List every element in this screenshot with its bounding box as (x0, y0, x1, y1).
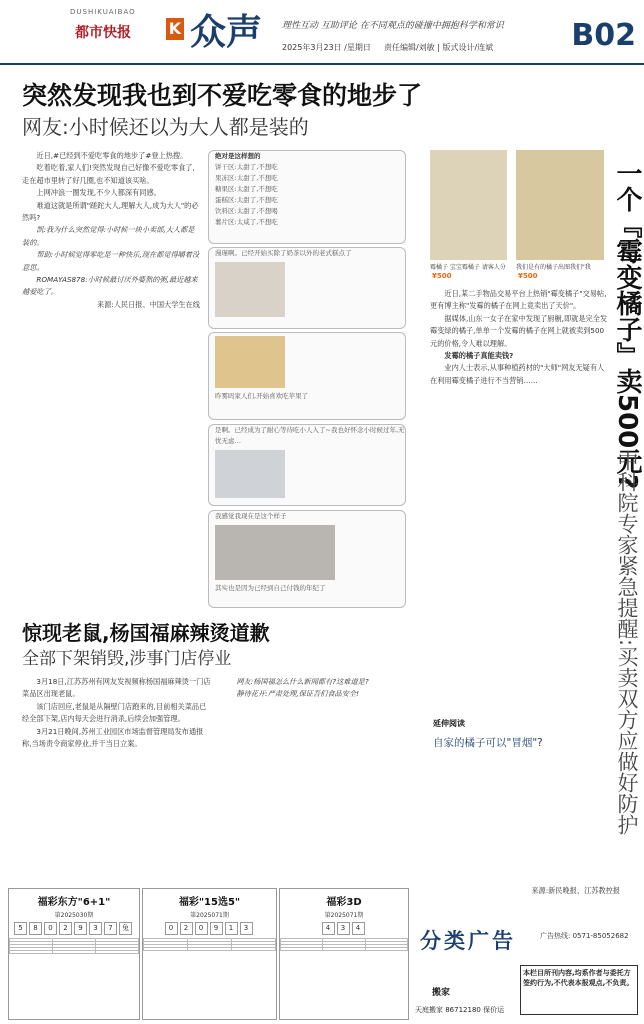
chat-row: 糖果区:太甜了,不想吃 (215, 185, 278, 193)
extended-reading-label: 延伸阅读 (433, 719, 465, 728)
story2-para: 3月21日晚间,苏州工业园区市场监督管理局发布通报称,当场责令商家停业,并干当日立案。 (22, 726, 204, 749)
lottery-digit: 2 (59, 922, 72, 935)
lottery-title: 福彩3D (326, 897, 362, 908)
story1-body (22, 150, 200, 605)
lottery-prize-table (143, 938, 276, 951)
story1-para: 上网冲浪一圈发现,不少人都深有同感。 (36, 188, 161, 198)
post-screenshot (208, 424, 406, 506)
slogan: 理性互动 互助评论 在不同观点的碰撞中拥抱科学和常识 (282, 21, 504, 31)
post-text: 我感觉我现在是这个样子 (215, 512, 287, 520)
listing-price: ¥500 (432, 272, 452, 280)
story3-para: 近日,某二手物品交易平台上热销"霉变橘子"交易帖,更有博主称"发霉的橘子在网上竟卖出了天价"。 (430, 289, 607, 311)
section-name: 众声 (190, 11, 263, 53)
publication-info (282, 42, 493, 53)
issue-date: 2025年3月23日 /星期日 (282, 43, 371, 52)
lottery-box (142, 888, 277, 1020)
story3-body (430, 288, 608, 708)
moldy-orange-photo (430, 150, 507, 260)
lottery-digit: 0 (44, 922, 57, 935)
lottery-digit: 兔 (119, 922, 132, 935)
room-photo (215, 450, 285, 498)
story1-subhead: 网友:小时候还以为大人都是装的 (22, 115, 309, 139)
post-screenshot (208, 247, 406, 329)
ad-hotline: 广告热线: 0571-85052682 (540, 932, 629, 940)
lottery-prize-table (9, 938, 139, 954)
classified-ads-title: 分类广告 (420, 929, 516, 953)
story2-body-left (22, 676, 212, 876)
editors: 责任编辑/刘敏 | 版式设计/连斌 (383, 43, 494, 52)
story2-para: 该门店回应,老鼠是从隔壁门店跑来的,目前相关菜品已经全部下架,店内每天会进行消杀,后续会加强管理。 (22, 701, 207, 724)
story1-comment: 帮助:小时候觉得零吃是一种快乐,现在都觉得嚼着没意思。 (22, 250, 200, 272)
lottery-digit: 4 (352, 922, 365, 935)
story1-para: 近日,#已经到不爱吃零食的地步了#登上热搜。 (36, 151, 188, 160)
post-text: 是啊。已经成为了耐心等待吃小人入了~我也好怀念小时候过年,无忧无虑… (215, 426, 405, 445)
post-screenshot (208, 510, 406, 608)
lottery-issue: 第2025071期 (324, 912, 364, 919)
lottery-digit: 7 (104, 922, 117, 935)
story1-headline: 突然发现我也到不爱吃零食的地步了 (22, 81, 423, 110)
cartoon-image (215, 525, 335, 580)
lottery-box (8, 888, 140, 1020)
lottery-digit: 5 (14, 922, 27, 935)
story2-comment: 静待花开:严肃处理,保证吾们食品安全! (236, 689, 359, 699)
story2-para: 3月18日,江苏苏州有网友发视频称杨国福麻辣烫一门店菜品区出现老鼠。 (22, 677, 211, 699)
lottery-title: 福彩"15选5" (178, 897, 241, 908)
cake-photo (215, 262, 285, 317)
post-text: 其实也是因为已经到自己付钱的年纪了 (215, 584, 326, 592)
lottery-numbers (280, 922, 408, 935)
story3-para: 业内人士表示,从事种植药材的"大师"网友无疑有人在利用霉变橘子进行不当营销…… (430, 363, 605, 385)
lottery-title: 福彩东方"6+1" (37, 897, 111, 908)
chat-row: 薯片区:太咸了,不想吃 (215, 218, 278, 226)
chat-row: 蛋糕区:太甜了,不想吃 (215, 196, 278, 204)
lottery-digit: 2 (180, 922, 193, 935)
lottery-digit: 3 (89, 922, 102, 935)
lottery-box (279, 888, 409, 1020)
masthead-divider (0, 63, 644, 65)
chat-screenshot (208, 150, 406, 244)
lottery-digit: 3 (337, 922, 350, 935)
story3-vertical-headline: 一个『霉变橘子』卖500元? (612, 160, 642, 490)
newspaper-brand: 都市快报 (75, 25, 131, 41)
chat-row: 饮料区:太甜了,不想喝 (215, 207, 278, 215)
lottery-digit: 9 (210, 922, 223, 935)
post-screenshot (208, 332, 406, 420)
lottery-digit: 0 (165, 922, 178, 935)
listing-caption: 霉橘子 宝宝霉橘子 请客人分 (430, 264, 506, 271)
story1-para: 吃着吃着,家人们!突然发现自己好像不爱吃零食了,走在超市里转了好几圈,也不知道该买啥。 (22, 163, 195, 185)
story1-comment: 凯:我为什么突然觉得:小时候一块小卖部,大人都是装的。 (22, 225, 195, 247)
listing-caption: 我们是有的橘子出图我们"我 (516, 264, 591, 271)
story2-body-right (222, 676, 407, 876)
story2-comment: 网友:杨国福怎么什么新闻都有?这难道是? (236, 677, 369, 686)
chat-row: 饼干区:太甜了,不想吃 (215, 163, 278, 171)
ad-disclaimer: 本栏目所刊内容,均系作者与委托方签约行为,不代表本报观点,不负责。 (520, 965, 638, 1015)
story3-para: 发霉的橘子真能卖钱? (444, 351, 514, 361)
extended-reading-title: 自家的橘子可以"冒烟"? (433, 737, 543, 749)
lottery-digit: 4 (322, 922, 335, 935)
lottery-digit: 8 (29, 922, 42, 935)
moving-ad-title: 搬家 (432, 988, 451, 998)
post-text: 昨雾吗家人们,开始喜欢吃苹果了 (215, 392, 309, 400)
moldy-orange-photo (516, 150, 604, 260)
story2-subhead: 全部下架销毁,涉事门店停业 (22, 649, 232, 669)
story1-comment: ROMAYAS878:小时候最讨厌外婆熬的粥,最近越来越爱吃了。 (22, 275, 198, 297)
lottery-digit: 3 (240, 922, 253, 935)
story3-vertical-subhead: 中科院专家紧急提醒:买卖双方应做好防护 (615, 450, 639, 836)
listing-price: ¥500 (518, 272, 538, 280)
lottery-issue: 第2025071期 (190, 912, 229, 919)
page-number: B02 (571, 18, 636, 53)
lottery-digit: 0 (195, 922, 208, 935)
moving-ad-detail: 天庭搬家 86712180 保价运 (415, 1006, 505, 1014)
masthead-pinyin: DUSHIKUAIBAO (70, 8, 136, 16)
post-text: 漫瑾啊。已经开始买除了奶茶以外的老式糕点了 (215, 249, 352, 257)
lottery-numbers (9, 922, 139, 935)
k-logo-icon: K (166, 18, 184, 40)
chat-title: 绝对是这样想的 (215, 152, 261, 160)
lottery-digit: 9 (74, 922, 87, 935)
lottery-prize-table (280, 938, 408, 951)
lottery-numbers (143, 922, 276, 935)
story3-source: 来源:新民晚报、江苏教控报 (531, 886, 620, 895)
story1-source: 来源:人民日报、中国大学生在线 (96, 299, 200, 309)
story3-para: 据媒体,山东一女子在家中发现了厨橱,即就是完全发霉变绿的橘子,单单一个发霉的橘子在网上就被卖到500元的价格,令人难以理解。 (430, 313, 608, 348)
story2-headline: 惊现老鼠,杨国福麻辣烫道歉 (22, 621, 270, 645)
story1-para: 难道这就是所谓"蹉跎大人,理解大人,成为大人"的必然吗? (22, 200, 199, 223)
lottery-digit: 1 (225, 922, 238, 935)
apple-photo (215, 336, 285, 388)
chat-row: 果冻区:太甜了,不想吃 (215, 174, 278, 182)
lottery-issue: 第2025030期 (54, 912, 94, 919)
